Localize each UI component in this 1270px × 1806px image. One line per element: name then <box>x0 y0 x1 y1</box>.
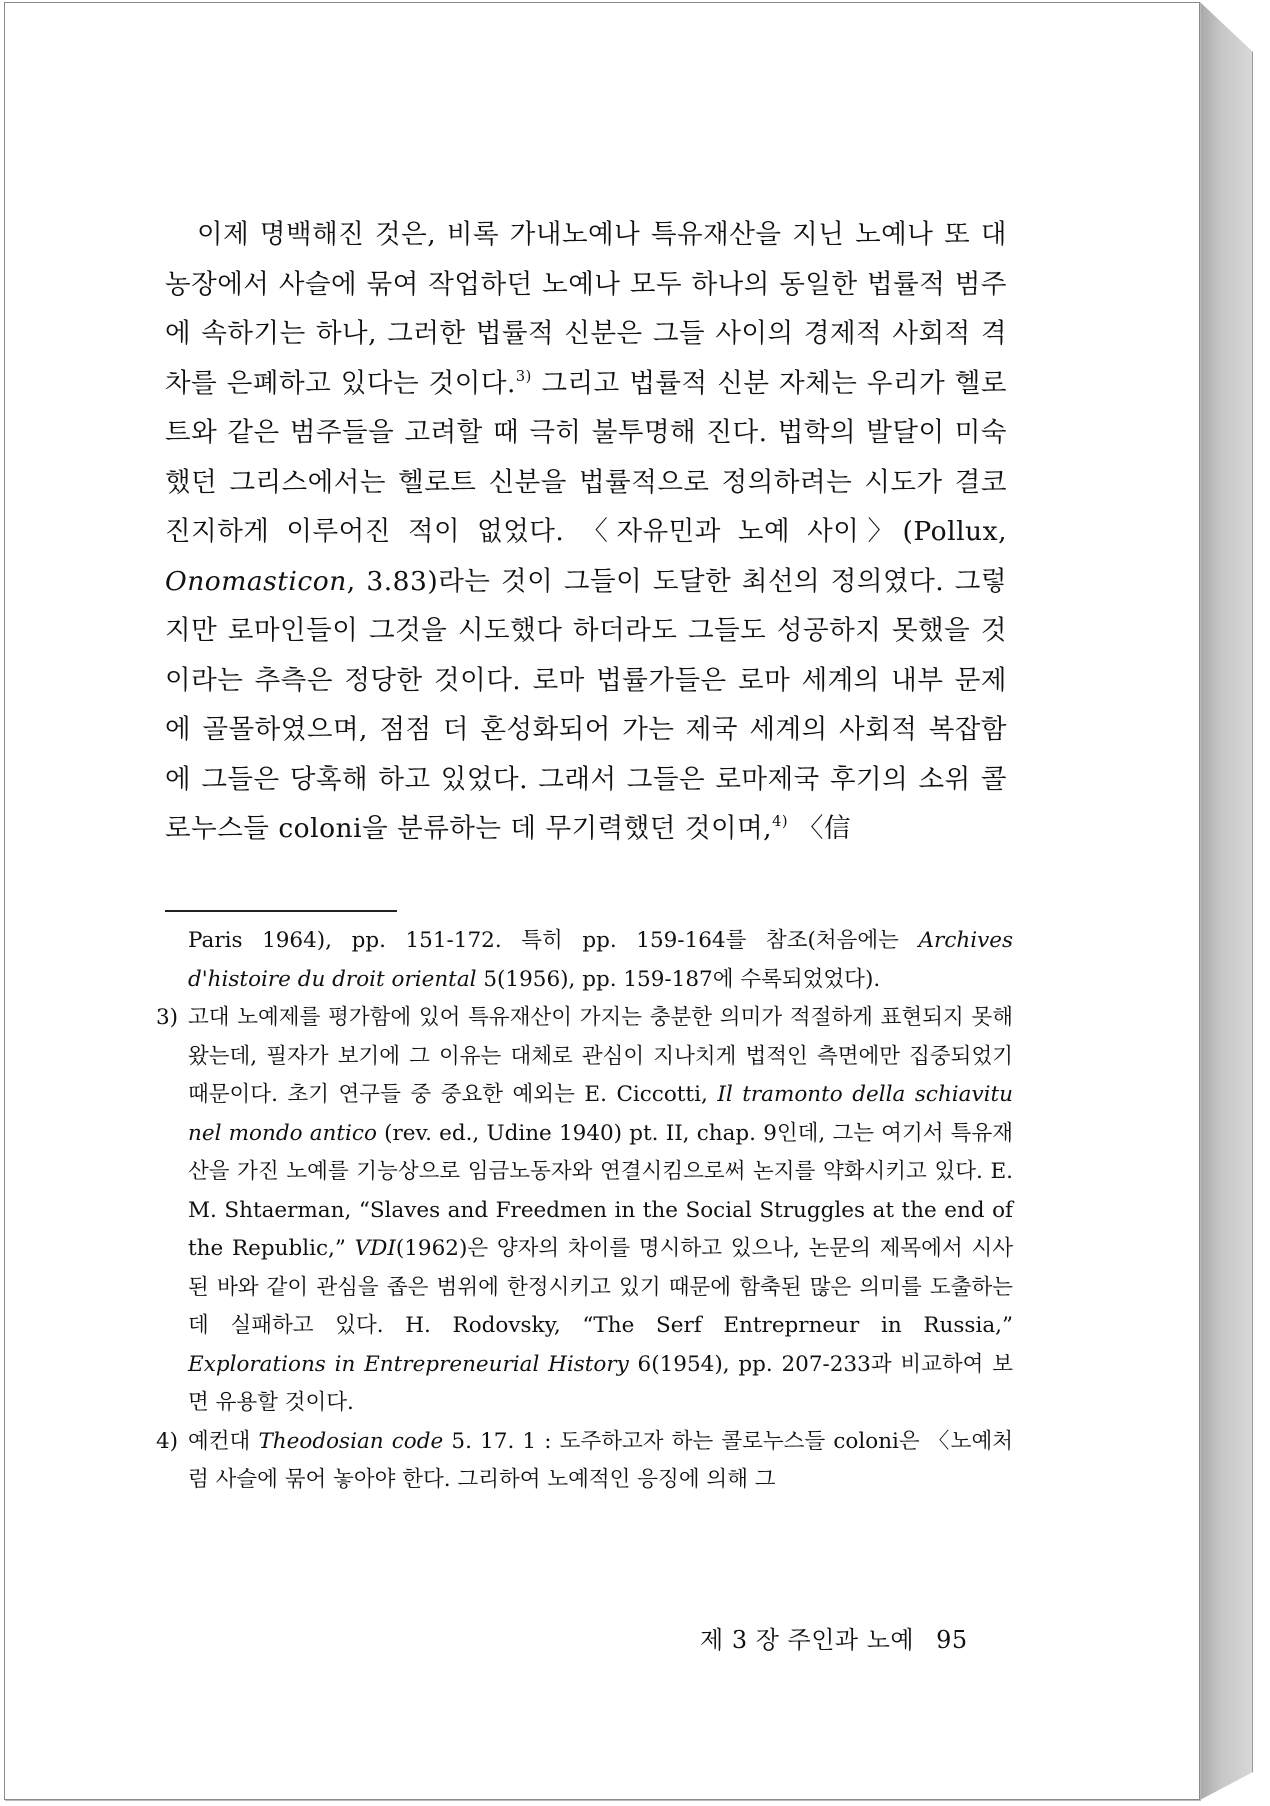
footnote-3-number: 3) <box>156 1005 179 1030</box>
footnote-3-text-g: 6(1954), pp. 207-233과 비교하여 보면 유용할 것이다. <box>188 1351 1013 1415</box>
body-text-1: 이제 명백해진 것은, 비록 가내노예나 특유재산을 지닌 노예나 또 대농장에서 사슬에 묶여 작업하던 노예나 모두 하나의 동일한 법률적 범주에 속하기는 하나, 그러한 법률적 신분은 그들 사이의 경제적 사회적 격차를 은폐하고 있다는 것이다. <box>165 219 1007 399</box>
footnotes <box>156 922 1013 1500</box>
footnote-3 <box>156 999 1013 1423</box>
footnote-continuation-text: Paris 1964), pp. 151-172. 특히 pp. 159-164를 참조(처음에는 <box>188 928 919 953</box>
footnote-3-title-ciccotti: Il tramonto della schiavitu nel mondo antico <box>188 1082 1013 1146</box>
book-page-edge <box>1200 2 1253 1800</box>
footnote-3-text-c: (rev. ed., Udine 1940) pt. II, chap. 9인데, 그는 여기서 특유재산을 가진 노예를 기능상으로 임금노동자와 연결시킴으로써 논지를 약화시키고 있다. E. M. Shtaerman, “Slaves and Freedmen in the Social Struggles at the end of the Republic,” <box>188 1120 1013 1261</box>
footnote-ref-3[interactable]: 3) <box>515 367 532 385</box>
footnote-4-title-theodosian: Theodosian code <box>258 1428 444 1454</box>
footnote-continuation-journal: Archives d'histoire du droit oriental <box>188 928 1013 992</box>
footnote-ref-4[interactable]: 4) <box>772 813 789 831</box>
body-text-2: 그리고 법률적 신분 자체는 우리가 헬로트와 같은 범주들을 고려할 때 극히 불투명해 진다. 법학의 발달이 미숙했던 그리스에서는 헬로트 신분을 법률적으로 정의하려는 시도가 결코 진지하게 이루어진 적이 없었다. 〈자유민과 노예 사이〉(Pollux, <box>165 367 1007 547</box>
body-text-3: , 3.83)라는 것이 그들이 도달한 최선의 정의였다. 그렇지만 로마인들이 그것을 시도했다 하더라도 그들도 성공하지 못했을 것이라는 추측은 정당한 것이다. 로마 법률가들은 로마 세계의 내부 문제에 골몰하였으며, 점점 더 혼성화되어 가는 제국 세계의 사회적 복잡함에 그들은 당혹해 하고 있었다. 그래서 그들은 로마제국 후기의 소위 콜로누스들 coloni을 분류하는 데 무기력했던 것이며, <box>165 565 1007 844</box>
footnote-4-number: 4) <box>156 1428 179 1454</box>
footnote-continuation-tail: 5(1956), pp. 159-187에 수록되었었다). <box>476 966 881 992</box>
chapter-title: 제 3 장 주인과 노예 <box>700 1626 915 1654</box>
page-number: 95 <box>936 1626 968 1654</box>
footnote-3-journal-vdi: VDI <box>354 1236 396 1261</box>
footnote-4-text-c: 5. 17. 1 : 도주하고자 하는 콜로누스들 coloni은 〈노예처럼 사슬에 묶어 놓아야 한다. 그리하여 노예적인 응징에 의해 그 <box>188 1428 1013 1492</box>
footnote-continuation <box>188 922 1013 999</box>
footnote-3-journal-explorations: Explorations in Entrepreneurial History <box>188 1351 629 1377</box>
footnote-4-text-a: 예컨대 <box>188 1428 259 1454</box>
body-text-italic-title: Onomasticon <box>165 565 347 597</box>
footnote-3-text-a: 고대 노예제를 평가함에 있어 특유재산이 가지는 충분한 의미가 적절하게 표현되지 못해 왔는데, 필자가 보기에 그 이유는 대체로 관심이 지나치게 법적인 측면에만 집중되었기 때문이다. 초기 연구들 중 중요한 예외는 E. Ciccotti, <box>188 1005 1013 1107</box>
footnote-separator <box>165 910 397 912</box>
footnote-3-text-e: (1962)은 양자의 차이를 명시하고 있으나, 논문의 제목에서 시사된 바와 같이 관심을 좁은 범위에 한정시키고 있기 때문에 함축된 많은 의미를 도출하는 데 실패하고 있다. H. Rodovsky, “The Serf Entreprneur in Russia,” <box>188 1236 1013 1338</box>
running-footer <box>700 1620 968 1655</box>
main-paragraph <box>165 210 1007 854</box>
body-text-4: 〈信 <box>788 813 851 844</box>
footnote-4 <box>156 1423 1013 1500</box>
